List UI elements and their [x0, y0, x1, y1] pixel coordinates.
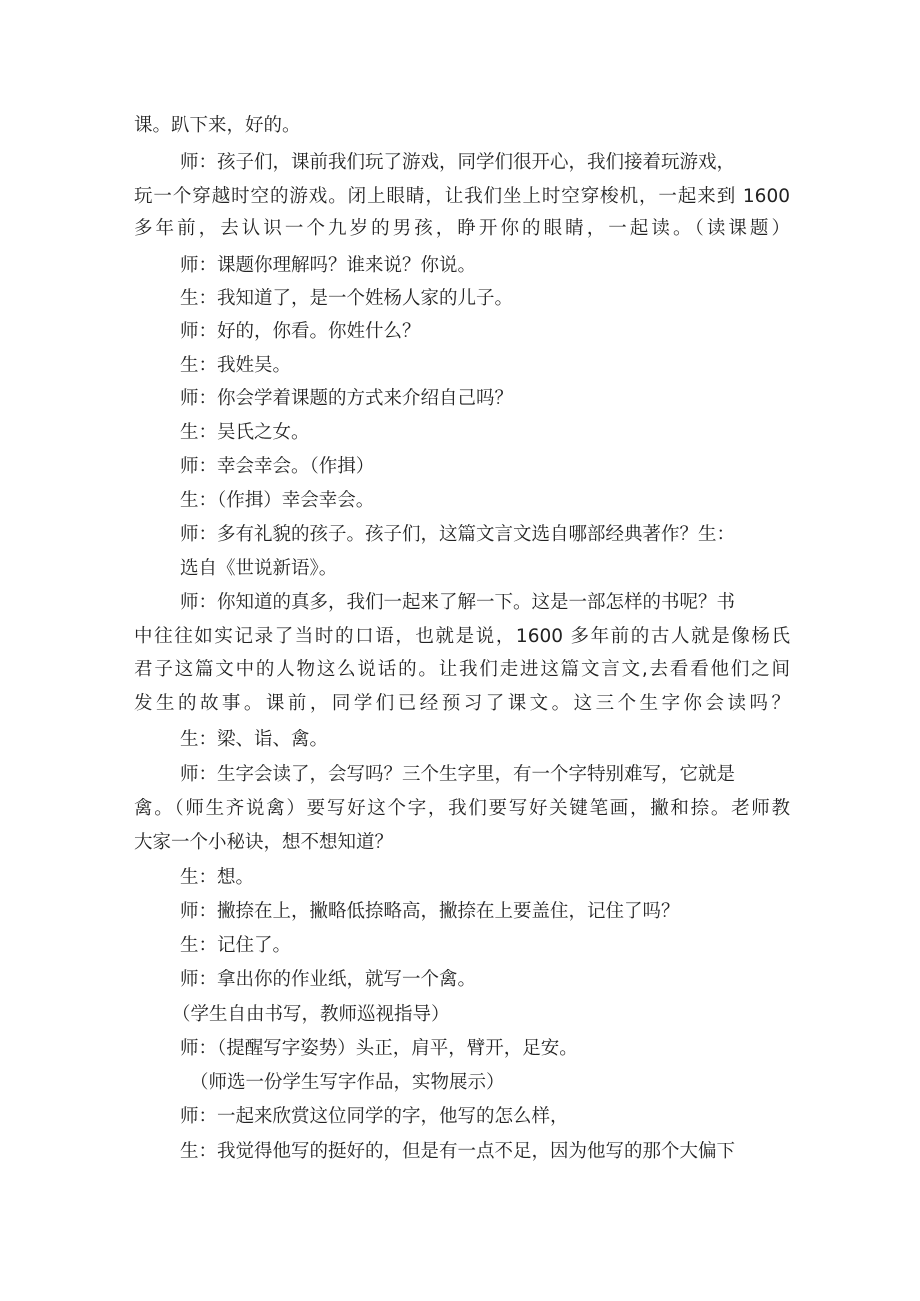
text-line: 大家一个小秘诀，想不想知道？: [134, 832, 394, 853]
text-line: 师：你知道的真多，我们一起来了解一下。这是一部怎样的书呢？书: [180, 592, 736, 613]
text-line: 生：（作揖）幸会幸会。: [180, 490, 375, 511]
text-line: 多年前，去认识一个九岁的男孩，睁开你的眼睛，一起读。（读课题）: [134, 218, 790, 239]
text-line: 师：一起来欣赏这位同学的字，他写的怎么样，: [180, 1106, 569, 1127]
text-line: 师：好的，你看。你姓什么？: [180, 321, 421, 342]
text-line: （学生自由书写，教师巡视指导）: [172, 1004, 450, 1025]
text-line: 生：我姓吴。: [180, 355, 292, 376]
text-line: 师：拿出你的作业纸，就写一个禽。: [180, 969, 477, 990]
text-line: 发生的故事。课前，同学们已经预习了课文。这三个生字你会读吗？: [134, 693, 790, 714]
text-line: 生：我觉得他写的挺好的，但是有一点不足，因为他写的那个大偏下: [180, 1141, 736, 1162]
text-line: 选自《世说新语》。: [180, 558, 338, 579]
text-line: 师：多有礼貌的孩子。孩子们，这篇文言文选自哪部经典著作？生：: [180, 524, 736, 545]
text-line: 玩一个穿越时空的游戏。闭上眼睛，让我们坐上时空穿梭机，一起来到 1600: [134, 186, 790, 207]
text-line: 课。趴下来，好的。: [134, 115, 301, 136]
text-line: 生：吴氏之女。: [180, 422, 310, 443]
text-line: 生：记住了。: [180, 935, 292, 956]
text-line: （师选一份学生写字作品，实物展示）: [190, 1072, 505, 1093]
text-line: 师：幸会幸会。（作揖）: [180, 456, 375, 477]
text-line: 君子这篇文中的人物这么说话的。让我们走进这篇文言文,去看看他们之间: [134, 659, 790, 680]
text-line: 师：你会学着课题的方式来介绍自己吗？: [180, 388, 514, 409]
text-line: 师：撇捺在上，撇略低捺略高，撇捺在上要盖住，记住了吗？: [180, 901, 680, 922]
text-line: 师：课题你理解吗？谁来说？你说。: [180, 255, 477, 276]
text-line: 师：（提醒写字姿势）头正，肩平，臂开，足安。: [180, 1038, 578, 1059]
text-line: 师：生字会读了，会写吗？三个生字里，有一个字特别难写，它就是: [180, 764, 736, 785]
text-line: 中往往如实记录了当时的口语，也就是说，1600 多年前的古人就是像杨氏: [134, 626, 790, 647]
text-line: 生：我知道了，是一个姓杨人家的儿子。: [180, 288, 514, 309]
text-line: 生：梁、诣、禽。: [180, 729, 329, 750]
text-line: 禽。（师生齐说禽）要写好这个字，我们要写好关键笔画，撇和捺。老师教: [134, 798, 790, 819]
text-line: 师：孩子们，课前我们玩了游戏，同学们很开心，我们接着玩游戏，: [180, 152, 736, 173]
text-line: 生：想。: [180, 867, 255, 888]
